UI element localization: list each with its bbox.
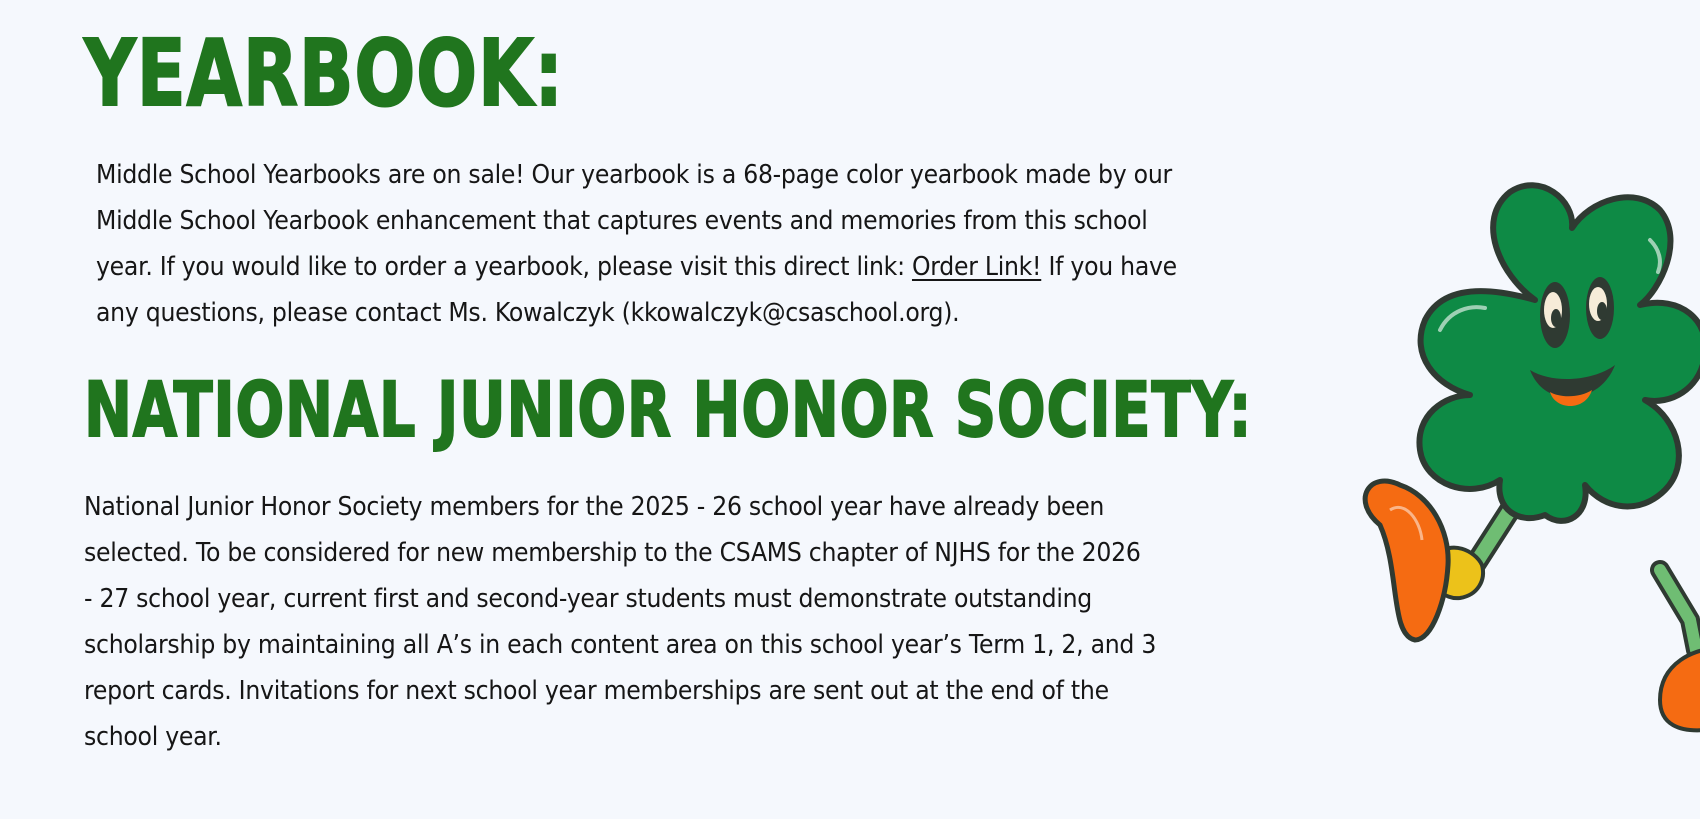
mascot-front-shoe <box>1365 481 1448 640</box>
yearbook-line-3-tail: If you have <box>1041 252 1177 282</box>
mascot-back-shoe <box>1660 650 1700 730</box>
njhs-heading: NATIONAL JUNIOR HONOR SOCIETY: <box>84 365 1253 454</box>
njhs-line-2: selected. To be considered for new membership to the CSAMS chapter of NJHS for the 2026 <box>84 538 1141 568</box>
yearbook-line-1: Middle School Yearbooks are on sale! Our yearbook is a 68-page color yearbook made by our <box>96 160 1172 190</box>
njhs-line-6: school year. <box>84 722 222 752</box>
yearbook-heading: YEARBOOK: <box>84 20 564 127</box>
njhs-line-3: - 27 school year, current first and second-year students must demonstrate outstanding <box>84 584 1093 614</box>
mascot-clover <box>1419 185 1700 521</box>
yearbook-line-3: year. If you would like to order a yearbook, please visit this direct link: <box>96 252 912 282</box>
njhs-line-4: scholarship by maintaining all A’s in each content area on this school year’s Term 1, 2, and 3 <box>84 630 1157 660</box>
njhs-paragraph <box>84 484 1266 760</box>
njhs-line-5: report cards. Invitations for next school year memberships are sent out at the end of the <box>84 676 1109 706</box>
njhs-line-1: National Junior Honor Society members for the 2025 - 26 school year have already been <box>84 492 1105 522</box>
yearbook-line-2: Middle School Yearbook enhancement that captures events and memories from this school <box>96 206 1148 236</box>
yearbook-line-4: any questions, please contact Ms. Kowalczyk (kkowalczyk@csaschool.org). <box>96 298 960 328</box>
yearbook-line-3-wrap <box>96 244 1177 290</box>
yearbook-paragraph <box>96 152 1288 336</box>
order-link[interactable]: Order Link! <box>911 252 1042 282</box>
shamrock-mascot-icon <box>1360 180 1700 740</box>
